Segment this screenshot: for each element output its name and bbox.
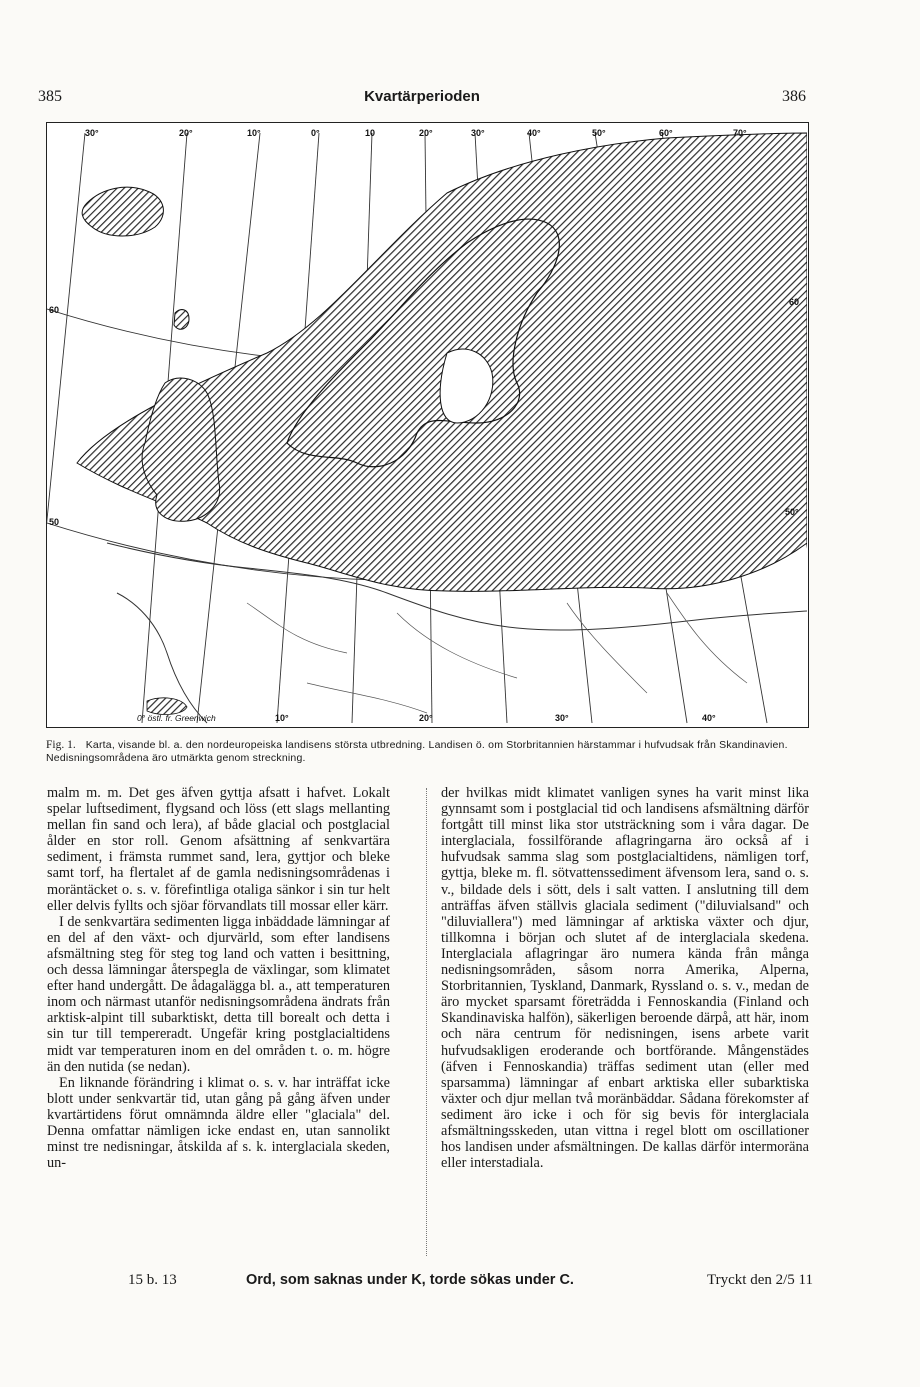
figure-caption (46, 739, 812, 765)
iceland (82, 187, 163, 236)
print-date: Tryckt den 2/5 11 (707, 1272, 813, 1288)
lon-label-top: 50° (592, 128, 606, 138)
index-note: Ord, som saknas under K, torde sökas under C. (246, 1272, 574, 1288)
paragraph: En liknande förändring i klimat o. s. v. har inträffat icke blott under senkvartär tid, utan gång på gång äfven under kvartärtidens förut omnämnda äldre eller "glaciala" del. Denna omfattar nämligen icke endast en, utan sannolikt minst tre nedisningar, åtskilda af s. k. interglaciala skeden, un- (47, 1074, 390, 1172)
map-graphic (47, 123, 807, 726)
lon-label-top: 0° (311, 128, 320, 138)
printer-signature: 15 b. 13 (128, 1272, 177, 1288)
page-number-left: 385 (38, 88, 62, 105)
lon-label-top: 10 (365, 128, 376, 138)
lon-label-top: 40° (527, 128, 541, 138)
alpine-glaciation (147, 698, 187, 715)
lon-label-bottom: 20° (419, 713, 433, 723)
faroe-islands (174, 310, 189, 330)
lon-label-top: 20° (179, 128, 193, 138)
lon-label-top: 60° (659, 128, 673, 138)
paragraph: I de senkvartära sedimenten ligga inbäddade lämningar af en del af den växt- och djurvärld, som efter landisens afsmältning steg för steg tog land och vatten i besittning, och dessa lämningar återspegla de växlingar, som klimatet efter hand undergått. De ådagalägga bl. a., att temperaturen inom och närmast utanför nedisningsområdena ändrats från arktisk-alpint till subarktiskt, detta till borealt och detta i sin tur till tempereradt. Ungefär kring postglacialtidens midt var temperaturen inom en del områden t. o. m. högre än den nutida (se nedan). (47, 913, 390, 1075)
lon-label-bottom: 30° (555, 713, 569, 723)
lon-label-bottom: 10° (275, 713, 289, 723)
lat-label-right: 60 (789, 297, 800, 307)
page-number-right: 386 (782, 88, 806, 105)
lon-label-top: 70° (733, 128, 747, 138)
rivers (247, 593, 747, 713)
paragraph: malm m. m. Det ges äfven gyttja afsatt i hafvet. Lokalt spelar luftsediment, flygsand och löss (ett slags mellanting mellan fin sand och lera), af både glacial och postglacial ålder en stor roll. Genom afsättning af senkvartära sediment, i främsta rummet sand, lera, gyttjor och bleke samt torf, ha flertalet af de gamla nedisningsområdenas i moräntäcket o. s. v. förefintliga otaliga sänkor i sin tur helt eller delvis fyllts och sjöar förvandlats till mossar eller kärr. (47, 785, 390, 914)
lat-label-right: 50° (785, 507, 799, 517)
page-footer (128, 1272, 813, 1294)
lon-label-top: 10° (247, 128, 261, 138)
lat-label-left: 50 (49, 517, 60, 527)
page-title: Kvartärperioden (364, 88, 480, 105)
column-divider (426, 788, 427, 1256)
figure-label: Fig. 1. (46, 739, 76, 751)
paragraph: der hvilkas midt klimatet vanligen synes ha varit minst lika gynnsamt som i postglacial tid och landisens afsmältning därför fortgått till minst lika stor utsträckning som i våra dagar. De interglaciala, fossilförande aflagringarna äro också af i hufvudsak samma slag som postglacialtidens, nämligen torf, gyttja, bleke m. fl. sötvattenssediment äfvensom lera, sand o. s. v., bildade dels i sött, dels i salt vatten. I anslutning till dem anträffas äfven ställvis glaciala sediment ("diluvialsand" och "diluviallera") med lämningar af arktiska växter och djur, tillkomna i början och slutet af de interglaciala skedena. Interglaciala aflagringar äro numera kända från många nedisningsområden, såsom norra Amerika, Alperna, Storbritannien, Tyskland, Danmark, Ryssland o. s. v., medan de äro mycket sparsamt företrädda i Fennoskandia (Finland och Skandinaviska halfön), säkerligen beroende därpå, att här, inom och nära centrum för nedisningen, isens arbete varit hufvudsakligen eroderande och bortförande. Mångenstädes (äfven i Fennoskandia) träffas sediment utan (eller med sparsamma) lämningar af enbart arktiska eller subarktiska växter och djur mellan två moränbäddar. Sådana förekomster af sediment äro icke i och för sig bevis för interglaciala afsmältningsskeden, utan vittna i regel blott om oscillationer hos landisen under afsmältningen. De kallas därför intermoräna eller interstadiala. (441, 785, 809, 1172)
running-header (38, 88, 806, 112)
lon-label-top: 30° (85, 128, 99, 138)
text-column-right (441, 785, 809, 1171)
ice-sheet-extent (77, 133, 807, 591)
lon-label-bottom: 40° (702, 713, 716, 723)
lon-label-bottom: 0° östl. fr. Greenwich (137, 713, 216, 723)
lat-label-left: 60 (49, 305, 60, 315)
text-column-left (47, 785, 390, 1171)
lon-label-top: 20° (419, 128, 433, 138)
lon-label-top: 30° (471, 128, 485, 138)
ice-sheet-map (46, 122, 809, 728)
figure-caption-text: Karta, visande bl. a. den nordeuropeiska landisens största utbredning. Landisen ö. om Storbritannien härstammar i hufvudsak från Skandinavien. Nedisningsområdena äro utmärkta genom streckning. (46, 739, 788, 764)
